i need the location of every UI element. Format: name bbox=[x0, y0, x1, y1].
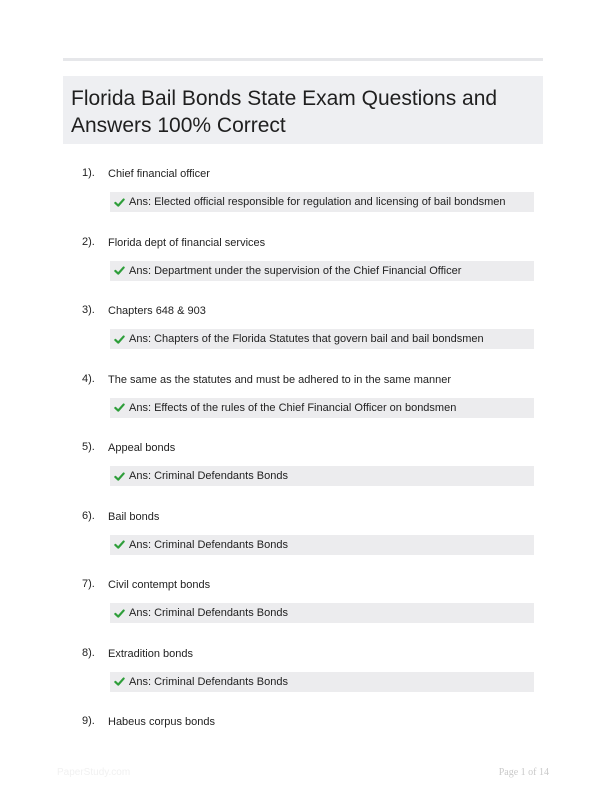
answer-box bbox=[110, 603, 534, 623]
question-text: Florida dept of financial services bbox=[108, 236, 266, 249]
question-text: Appeal bonds bbox=[108, 442, 176, 454]
question-number: 2). bbox=[82, 235, 95, 248]
question-item bbox=[63, 234, 543, 303]
page-number: Page 1 of 14 bbox=[498, 767, 549, 778]
answer-text: Ans: Elected official responsible for regulation and licensing of bail bondsmen bbox=[129, 196, 506, 208]
question-number: 9). bbox=[82, 715, 95, 727]
question-item bbox=[63, 713, 543, 782]
checkmark-icon bbox=[114, 402, 125, 413]
question-item bbox=[63, 165, 543, 234]
page-title: Florida Bail Bonds State Exam Questions and Answers 100% Correct bbox=[71, 87, 498, 137]
question-number: 8). bbox=[82, 646, 95, 659]
title-banner bbox=[63, 76, 543, 144]
question-text: Civil contempt bonds bbox=[108, 579, 211, 591]
answer-box bbox=[110, 192, 534, 212]
checkmark-icon bbox=[114, 471, 125, 482]
question-number: 6). bbox=[82, 509, 95, 522]
question-text: Chapters 648 & 903 bbox=[108, 305, 206, 317]
answer-box bbox=[110, 672, 534, 692]
question-text: Chief financial officer bbox=[108, 168, 210, 180]
checkmark-icon bbox=[114, 265, 125, 276]
question-number: 5). bbox=[82, 441, 95, 453]
question-item bbox=[63, 302, 543, 371]
question-item bbox=[63, 645, 543, 714]
question-text: Habeus corpus bonds bbox=[108, 716, 216, 728]
answer-text: Ans: Effects of the rules of the Chief Financial Officer on bondsmen bbox=[129, 401, 457, 414]
checkmark-icon bbox=[114, 676, 125, 687]
checkmark-icon bbox=[114, 539, 125, 550]
answer-box bbox=[110, 466, 534, 486]
question-number: 4). bbox=[82, 372, 95, 385]
question-number: 3). bbox=[82, 304, 95, 316]
answer-box bbox=[110, 329, 534, 349]
answer-text: Ans: Criminal Defendants Bonds bbox=[129, 607, 288, 619]
question-text: The same as the statutes and must be adhered to in the same manner bbox=[108, 373, 452, 386]
question-item bbox=[63, 439, 543, 508]
checkmark-icon bbox=[114, 334, 125, 345]
question-text: Bail bonds bbox=[108, 510, 160, 523]
question-list bbox=[63, 165, 543, 782]
answer-text: Ans: Criminal Defendants Bonds bbox=[129, 470, 288, 482]
footer-watermark: PaperStudy.com bbox=[57, 767, 131, 778]
answer-text: Ans: Criminal Defendants Bonds bbox=[129, 538, 288, 551]
answer-box bbox=[110, 398, 534, 418]
question-number: 7). bbox=[82, 578, 95, 590]
answer-text: Ans: Department under the supervision of the Chief Financial Officer bbox=[129, 264, 462, 277]
checkmark-icon bbox=[114, 197, 125, 208]
top-divider bbox=[63, 58, 543, 61]
question-item bbox=[63, 576, 543, 645]
answer-text: Ans: Criminal Defendants Bonds bbox=[129, 675, 288, 688]
question-number: 1). bbox=[82, 167, 95, 179]
answer-text: Ans: Chapters of the Florida Statutes that govern bail and bail bondsmen bbox=[129, 333, 484, 345]
checkmark-icon bbox=[114, 608, 125, 619]
question-text: Extradition bonds bbox=[108, 647, 193, 660]
question-item bbox=[63, 508, 543, 577]
answer-box bbox=[110, 535, 534, 555]
answer-box bbox=[110, 261, 534, 281]
question-item bbox=[63, 371, 543, 440]
